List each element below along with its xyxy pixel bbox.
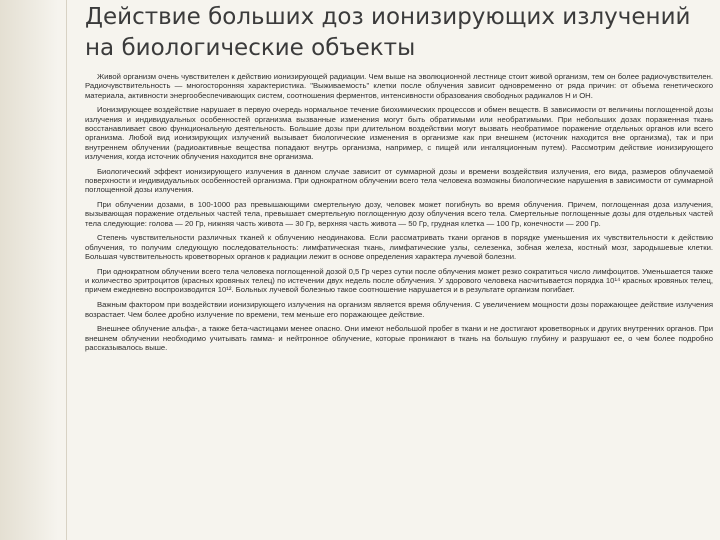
slide-body xyxy=(85,72,713,358)
paragraph-exposure-time: Важным фактором при воздействии ионизирующего излучения на организм является время облучения. С увеличением мощности дозы поражающее действие излучения возрастает. Чем более дробно излучение по времени, тем меньше его поражающее действие. xyxy=(85,300,713,319)
slide-edge-divider xyxy=(66,0,67,540)
slide-title-line-1: Действие больших доз ионизирующих излучений xyxy=(85,4,691,30)
paragraph-biological-effect-factors: Биологический эффект ионизирующего излучения в данном случае зависит от суммарной дозы и времени воздействия излучения, его вида, размеров облучаемой поверхности и индивидуальных особенностей организма. При однократном облучении всего тела человека возможны биологические нарушения в зависимости от суммарной поглощенной дозы излучения. xyxy=(85,166,713,195)
paragraph-external-exposure: Внешнее облучение альфа-, а также бета-частицами менее опасно. Они имеют небольшой пробег в ткани и не достигают кроветворных и других внутренних органов. При внешнем облучении необходимо учитывать гамма- и нейтронное облучение, которые проникают в ткань на большую глубину и разрушают ее, о чем более подробно рассказывалось выше. xyxy=(85,324,713,352)
paragraph-single-exposure: При однократном облучении всего тела человека поглощенной дозой 0,5 Гр через сутки после облучения может резко сократиться число лимфоцитов. Уменьшается также и количество эритроцитов (красных кровяных телец) по истечении двух недель после облучения. У здорового человека насчитывается порядка 10¹⁴ красных кровяных телец, причем ежедневно воспроизводится 10¹². Больных лучевой болезнью такое соотношение нарушается и в результате организм погибает. xyxy=(85,266,713,295)
paragraph-tissue-sensitivity: Степень чувствительности различных тканей к облучению неодинакова. Если рассматривать ткани органов в порядке уменьшения их чувствительности к действию облучения, то получим следующую последовательность: лимфатическая ткань, лимфатические узлы, селезенка, зобная железа, костный мозг, зародышевые клетки. Большая чувствительность кроветворных органов к радиации лежит в основе определения характера лучевой болезни. xyxy=(85,233,713,262)
paragraph-lethal-doses: При облучении дозами, в 100-1000 раз превышающими смертельную дозу, человек может погибнуть во время облучения. Причем, поглощенная доза излучения, вызывающая поражение отдельных частей тела, превышает смертельную поглощенную дозу облучения всего тела. Смертельные поглощенные дозы для отдельных частей тела следующие: голова — 20 Гр, нижняя часть живота — 30 Гр, верхняя часть живота — 50 Гр, грудная клетка — 100 Гр, конечности — 200 Гр. xyxy=(85,200,713,228)
slide-decorative-edge xyxy=(0,0,58,540)
slide-title xyxy=(85,2,715,64)
slide-title-line-2: на биологические объекты xyxy=(85,35,416,61)
paragraph-radiosensitivity: Живой организм очень чувствителен к действию ионизирующей радиации. Чем выше на эволюционной лестнице стоит живой организм, тем он более радиочувствителен. Радиочувствительность — многосторонняя характеристика. "Выживаемость" клетки после облучения зависит одновременно от ряда причин: от объема генетического материала, активности энергообеспечивающих систем, соотношения ферментов, интенсивности образования свободных радикалов Н и ОН. xyxy=(85,72,713,100)
paragraph-biochemical-effects: Ионизирующее воздействие нарушает в первую очередь нормальное течение биохимических процессов и обмен веществ. В зависимости от величины поглощенной дозы излучения и индивидуальных особенностей организма вызванные изменения могут быть обратимыми или необратимыми. При небольших дозах пораженная ткань восстанавливает свою функциональную деятельность. Большие дозы при длительном воздействии могут вызвать необратимое поражение отдельных органов или всего организма. Любой вид ионизирующих излучений вызывает биологические изменения в организме как при внешнем (источник находится вне организма), так и при внутреннем облучении (радиоактивные вещества попадают внутрь организма, например, с пищей или ингаляционным путем). Рассмотрим действие ионизирующего излучения, когда источник облучения находится вне организма. xyxy=(85,105,713,161)
